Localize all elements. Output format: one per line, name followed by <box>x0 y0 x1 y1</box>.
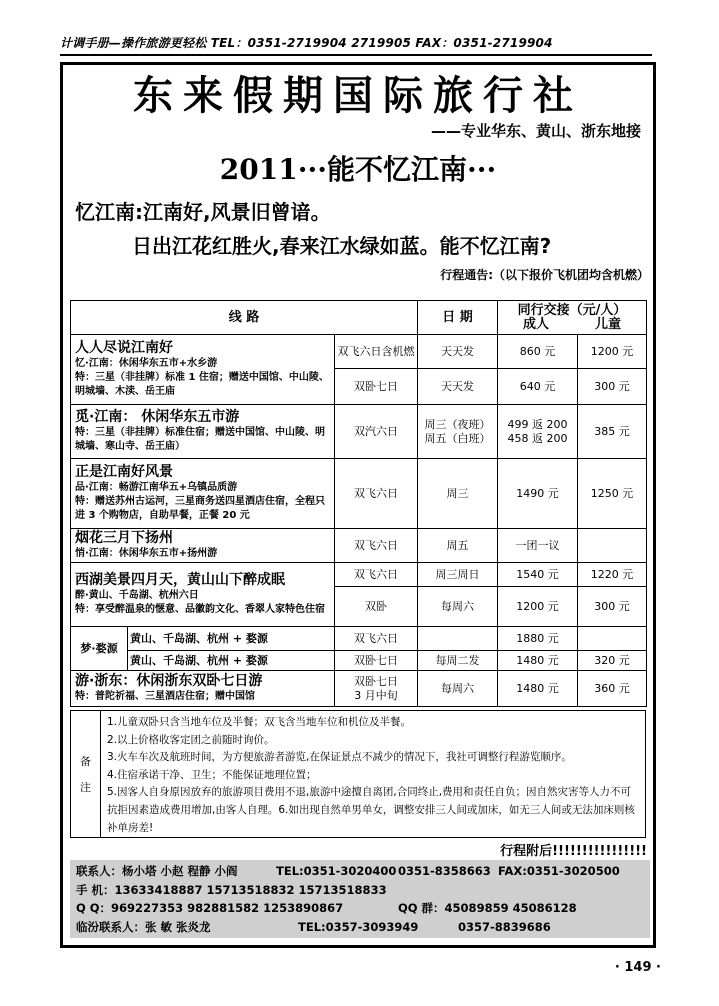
contact-linfen-tel: TEL:0357-3093949 <box>298 919 419 934</box>
route-desc: 特：三星（非挂牌）标准住宿；赠送中国馆、中山陵、明城墙、寒山寺、岳王庙） <box>75 427 325 452</box>
adult-price: 640 元 <box>498 369 578 405</box>
itinerary-notice: 行程通告:（以下报价飞机团均含机燃） <box>440 268 649 282</box>
table-row <box>71 627 647 651</box>
route-desc: 特：享受醉温泉的惬意、品徽韵文化、香翠人家特色住宿 <box>75 604 325 615</box>
child-price: 1250 元 <box>578 459 647 529</box>
table-row <box>71 459 647 529</box>
page-number: · 149 · <box>614 960 661 975</box>
date: 天天发 <box>418 335 498 369</box>
route-title: 黄山、千岛湖、杭州 + 婺源 <box>128 627 335 651</box>
adult-price: 1480 元 <box>498 671 578 707</box>
date: 周三周日 <box>418 563 498 587</box>
child-price: 300 元 <box>578 587 647 627</box>
child-price: 300 元 <box>578 369 647 405</box>
contact-tel2: 0351-8358663 <box>398 864 491 879</box>
sub-label: 梦·婺源 <box>71 627 128 671</box>
route-desc: 特：赠送苏州古运河，三星商务送四星酒店住宿，全程只进 3 个购物店，自助早餐，正餐 20 元 <box>75 496 325 521</box>
date: 周三 <box>418 459 498 529</box>
contact-linfen: 临汾联系人：张 敏 张炎龙 <box>76 919 211 934</box>
table-row <box>71 405 647 459</box>
adult-price: 1200 元 <box>498 587 578 627</box>
adult-price: 1490 元 <box>498 459 578 529</box>
notes-label-1: 备 <box>80 755 91 768</box>
contact-fax: FAX:0351-3020500 <box>498 864 620 879</box>
poem-line-2: 日出江花红胜火,春来江水绿如蓝。能不忆江南? <box>132 234 552 258</box>
notes-body <box>101 711 645 837</box>
child-price <box>578 627 647 651</box>
route-title: 觅·江南： 休闲华东五市游 <box>75 409 240 425</box>
transport: 双卧七日 <box>335 369 418 405</box>
adult-price: 1540 元 <box>498 563 578 587</box>
contact-row <box>76 899 644 918</box>
route-desc: 特：三星（非挂牌）标准 1 住宿；赠送中国馆、中山陵、明城墙、木渎、岳王庙 <box>75 372 329 397</box>
contact-people: 联系人：杨小塔 小赵 程静 小阎 <box>76 864 238 879</box>
adult-price: 1480 元 <box>498 651 578 671</box>
note-item: 1.儿童双卧只含当地车位及半餐；双飞含当地车位和机位及半餐。 <box>107 716 412 728</box>
date: 每周六 <box>418 671 498 707</box>
date <box>418 627 498 651</box>
contact-row <box>76 918 644 937</box>
contact-mobile: 手 机：13633418887 15713518832 15713518833 <box>76 882 387 897</box>
header-date: 日 期 <box>418 301 498 335</box>
notes-label-2: 注 <box>80 781 91 794</box>
contact-qq: Q Q：969227353 982881582 1253890867 <box>76 901 344 916</box>
child-price: 385 元 <box>578 405 647 459</box>
header-rule <box>60 54 652 56</box>
contact-row <box>76 881 644 900</box>
header-line: 计调手册—操作旅游更轻松 TEL：0351-2719904 2719905 FAX：0351-2719904 <box>60 36 553 50</box>
header-route: 线 路 <box>71 301 418 335</box>
transport: 双飞六日 <box>335 627 418 651</box>
child-price: 1220 元 <box>578 563 647 587</box>
note-item: 5.因客人自身原因放弃的旅游项目费用不退,旅游中途擅自离团,合同终止,费用和责任自负；因自然灾害等人力不可抗拒因素造成费用增加,由客人自理。6.如出现自然单男单女，调整安排三人间或加床，如无三人间或无法加床则核补单房差! <box>107 786 635 834</box>
agency-name: 东来假期国际旅行社 <box>133 72 583 119</box>
table-row <box>71 651 647 671</box>
poem-line-1: 忆江南:江南好,风景旧曾谙。 <box>75 200 331 224</box>
route-desc: 特：普陀祈福、三星酒店住宿；赠中国馆 <box>75 691 255 702</box>
date-text: 周三（夜班）周五（白班） <box>424 417 491 445</box>
contact-row <box>76 862 644 881</box>
contact-qqgroup: QQ 群：45089859 45086128 <box>398 901 577 916</box>
agency-tagline: ——专业华东、黄山、浙东地接 <box>430 122 641 140</box>
date: 天天发 <box>418 369 498 405</box>
transport: 双卧七日 <box>335 651 418 671</box>
transport: 双卧七日 3 月中旬 <box>335 671 418 707</box>
adult-price: 860 元 <box>498 335 578 369</box>
table-header-row <box>71 301 647 335</box>
route-title: 烟花三月下扬州 <box>75 530 173 546</box>
table-row <box>71 335 647 369</box>
date: 周五 <box>418 529 498 563</box>
child-price <box>578 529 647 563</box>
header-price-group: 同行交接（元/人） <box>517 302 627 318</box>
route-title: 正是江南好风景 <box>75 464 173 480</box>
child-price: 320 元 <box>578 651 647 671</box>
transport: 双汽六日 <box>335 405 418 459</box>
route-desc: 悄·江南：休闲华东五市+扬州游 <box>75 548 218 559</box>
date: 每周六 <box>418 587 498 627</box>
transport: 双飞六日含机燃 <box>335 335 418 369</box>
table-row <box>71 671 647 707</box>
child-price: 360 元 <box>578 671 647 707</box>
header-adult: 成人 <box>522 316 549 332</box>
adult-price: 499 返 200 458 返 200 <box>498 405 578 459</box>
route-desc: 醉·黄山、千岛湖、杭州六日 <box>75 590 199 601</box>
table-row <box>71 529 647 563</box>
route-desc: 品·江南：畅游江南华五+乌镇品质游 <box>75 482 238 493</box>
date <box>418 405 498 459</box>
child-price: 1200 元 <box>578 335 647 369</box>
contact-linfen-tel2: 0357-8839686 <box>458 919 551 934</box>
header-child: 儿童 <box>594 316 621 332</box>
table-row <box>71 563 647 587</box>
contact-tel: TEL:0351-3020400 <box>276 864 397 879</box>
transport: 双飞六日 <box>335 459 418 529</box>
notes-section <box>70 710 646 838</box>
route-title: 游·浙东：休闲浙东双卧七日游 <box>75 673 263 689</box>
route-desc: 忆·江南：休闲华东五市+水乡游 <box>75 358 218 369</box>
route-title: 黄山、千岛湖、杭州 + 婺源 <box>128 651 335 671</box>
date: 每周二发 <box>418 651 498 671</box>
notes-label <box>71 711 101 837</box>
transport: 双飞六日 <box>335 563 418 587</box>
route-title: 人人尽说江南好 <box>75 340 173 356</box>
adult-price: 1880 元 <box>498 627 578 651</box>
slogan: 2011···能不忆江南··· <box>219 153 497 186</box>
transport: 双飞六日 <box>335 529 418 563</box>
routes-table <box>70 300 647 707</box>
transport: 双卧 <box>335 587 418 627</box>
note-item: 2.以上价格收客定团之前随时询价。 <box>107 733 275 746</box>
contact-box <box>70 860 650 938</box>
attachment-note: 行程附后!!!!!!!!!!!!!!!! <box>500 844 647 859</box>
price-negotiable: 一团一议 <box>498 529 578 563</box>
note-item: 4.住宿承诺干净、卫生；不能保证地理位置； <box>107 768 317 781</box>
route-title: 西湖美景四月天，黄山山下醉成眠 <box>75 572 285 588</box>
note-item: 3.火车车次及航班时间，为方便旅游者游览,在保证景点不减少的情况下，我社可调整行程游览顺序。 <box>107 751 572 764</box>
